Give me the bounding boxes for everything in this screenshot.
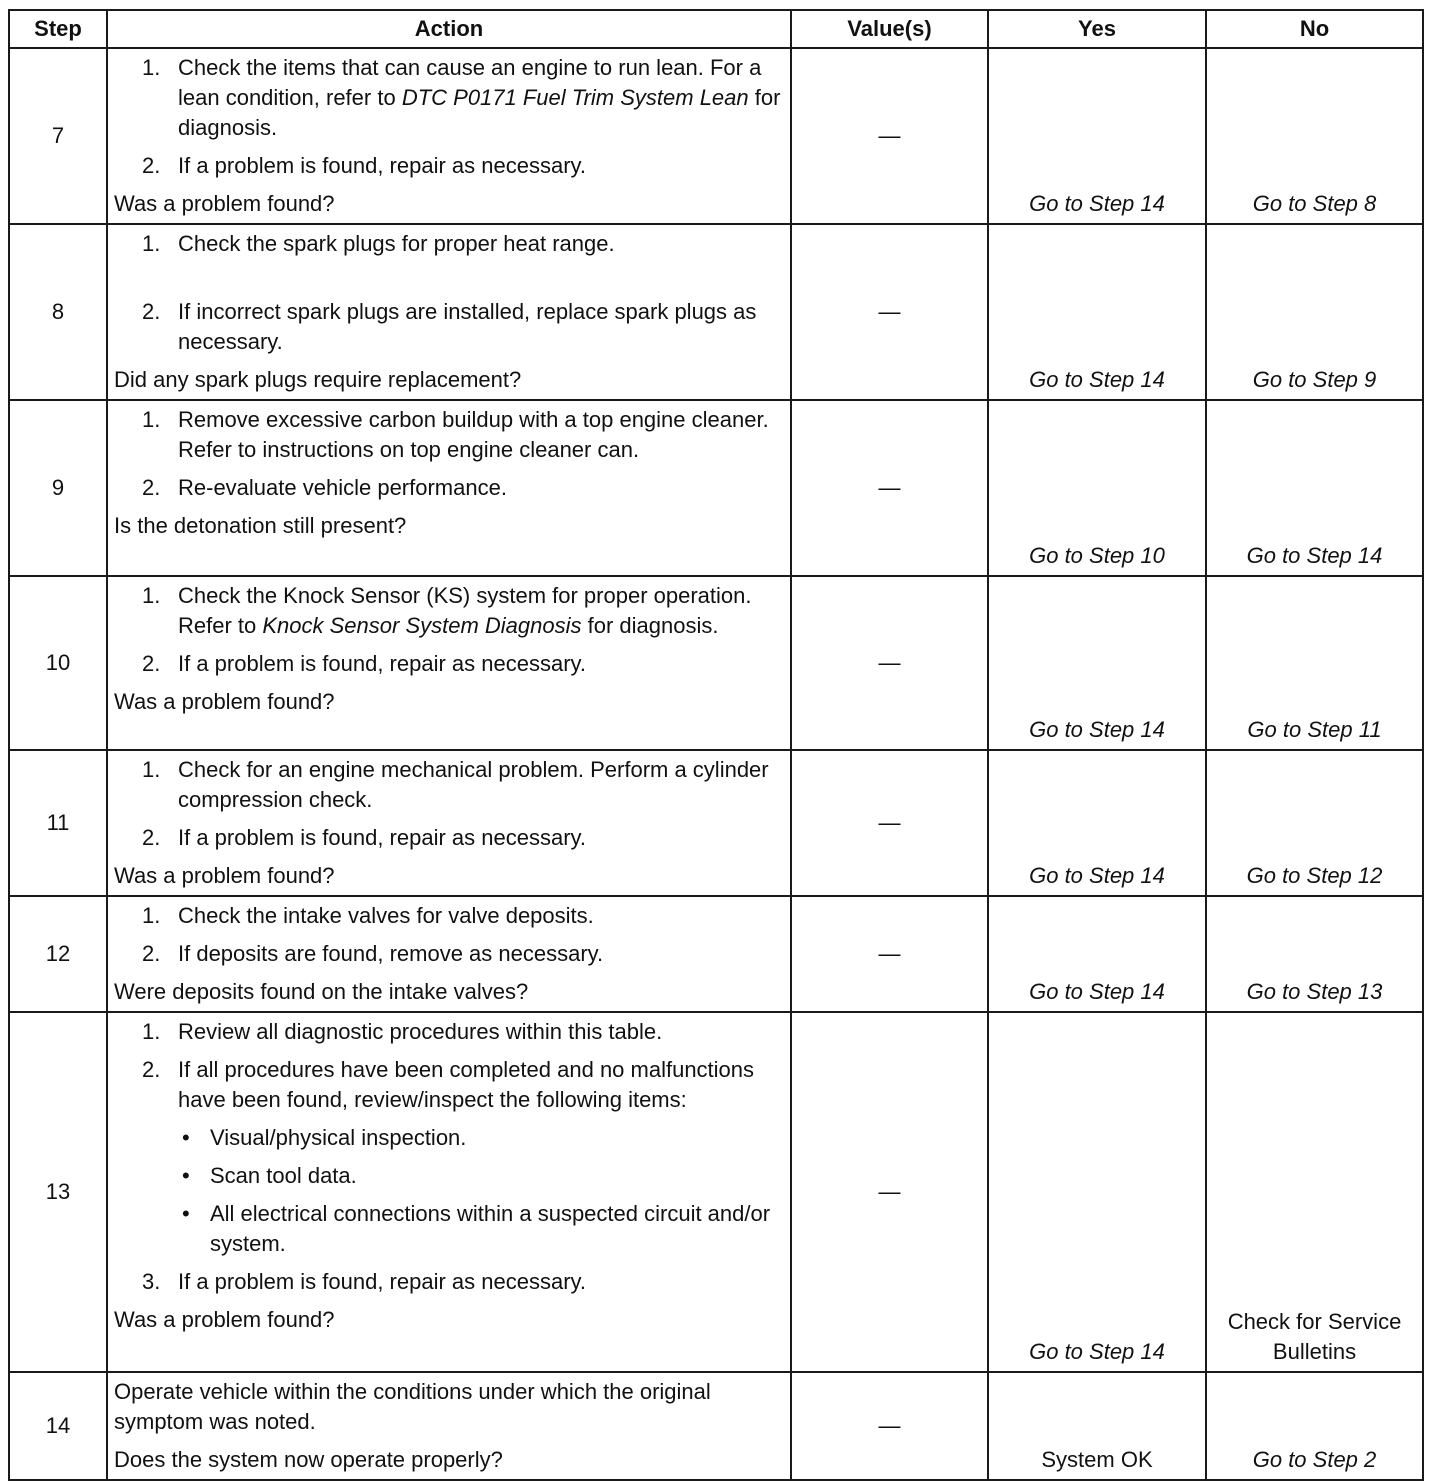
step-number: 14 <box>9 1372 107 1480</box>
list-item: 2. If a problem is found, repair as necessary. <box>142 651 587 676</box>
yes-outcome: Go to Step 14 <box>988 224 1206 400</box>
bullet-item: • All electrical connections within a suspected circuit and/or system. <box>182 1201 771 1256</box>
action-cell <box>107 48 791 224</box>
value-cell: — <box>791 224 988 400</box>
step-number: 11 <box>9 750 107 896</box>
table-row <box>9 400 1423 576</box>
question: Was a problem found? <box>114 191 335 216</box>
action-cell <box>107 400 791 576</box>
yes-outcome: Go to Step 14 <box>988 750 1206 896</box>
list-item: 2. If all procedures have been completed and no malfunctions have been found, review/inspect the following items: <box>142 1057 755 1112</box>
no-outcome: Go to Step 14 <box>1206 400 1423 576</box>
value-cell: — <box>791 576 988 750</box>
question: Was a problem found? <box>114 863 335 888</box>
no-outcome: Go to Step 13 <box>1206 896 1423 1012</box>
table-row <box>9 896 1423 1012</box>
value-cell: — <box>791 1372 988 1480</box>
action-cell <box>107 1012 791 1372</box>
table-row <box>9 1372 1423 1480</box>
step-number: 10 <box>9 576 107 750</box>
list-item: 2. Re-evaluate vehicle performance. <box>142 475 507 500</box>
list-item: 1. Review all diagnostic procedures within this table. <box>142 1019 663 1044</box>
yes-outcome: Go to Step 14 <box>988 1012 1206 1372</box>
value-cell: — <box>791 48 988 224</box>
list-item: 1. Check the items that can cause an engine to run lean. For a lean condition, refer to DTC P0171 Fuel Trim System Lean for diagnosis. <box>142 55 781 140</box>
header-row <box>9 10 1423 48</box>
header-yes: Yes <box>988 10 1206 48</box>
step-number: 7 <box>9 48 107 224</box>
header-value: Value(s) <box>791 10 988 48</box>
no-outcome: Check for Service Bulletins <box>1206 1012 1423 1372</box>
action-cell <box>107 1372 791 1480</box>
value-cell: — <box>791 750 988 896</box>
table-row <box>9 1012 1423 1372</box>
doc-reference: DTC P0171 Fuel Trim System Lean <box>401 85 749 110</box>
action-cell <box>107 224 791 400</box>
bullet-item: • Scan tool data. <box>182 1163 357 1188</box>
header-action: Action <box>107 10 791 48</box>
value-cell: — <box>791 896 988 1012</box>
yes-outcome: System OK <box>988 1372 1206 1480</box>
list-item: 1. Check the intake valves for valve deposits. <box>142 903 594 928</box>
list-item: 1. Remove excessive carbon buildup with a top engine cleaner. Refer to instructions on top engine cleaner can. <box>142 407 769 462</box>
doc-reference: Knock Sensor System Diagnosis <box>262 613 582 638</box>
table-row <box>9 48 1423 224</box>
yes-outcome: Go to Step 14 <box>988 48 1206 224</box>
question: Did any spark plugs require replacement? <box>114 367 522 392</box>
action-cell <box>107 896 791 1012</box>
no-outcome: Go to Step 9 <box>1206 224 1423 400</box>
header-no: No <box>1206 10 1423 48</box>
list-item: 2. If a problem is found, repair as necessary. <box>142 825 587 850</box>
no-outcome: Go to Step 2 <box>1206 1372 1423 1480</box>
question: Does the system now operate properly? <box>114 1447 503 1472</box>
no-outcome: Go to Step 8 <box>1206 48 1423 224</box>
action-cell <box>107 750 791 896</box>
list-item: 1. Check for an engine mechanical problem. Perform a cylinder compression check. <box>142 757 769 812</box>
instruction-text: Operate vehicle within the conditions under which the original symptom was noted. <box>114 1379 711 1434</box>
list-item: 2. If incorrect spark plugs are installed, replace spark plugs as necessary. <box>142 299 757 354</box>
action-cell <box>107 576 791 750</box>
yes-outcome: Go to Step 14 <box>988 576 1206 750</box>
table-row <box>9 576 1423 750</box>
step-number: 8 <box>9 224 107 400</box>
value-cell: — <box>791 1012 988 1372</box>
header-step: Step <box>9 10 107 48</box>
question: Is the detonation still present? <box>114 513 407 538</box>
list-item: 1. Check the spark plugs for proper heat range. <box>142 231 615 256</box>
list-item: 2. If deposits are found, remove as necessary. <box>142 941 604 966</box>
yes-outcome: Go to Step 10 <box>988 400 1206 576</box>
bullet-item: • Visual/physical inspection. <box>182 1125 467 1150</box>
table-row <box>9 224 1423 400</box>
yes-outcome: Go to Step 14 <box>988 896 1206 1012</box>
diagnostic-table <box>8 9 1424 1481</box>
list-item: 2. If a problem is found, repair as necessary. <box>142 153 587 178</box>
list-item: 1. Check the Knock Sensor (KS) system for proper operation. Refer to Knock Sensor System Diagnosis for diagnosis. <box>142 583 752 638</box>
no-outcome: Go to Step 12 <box>1206 750 1423 896</box>
no-outcome: Go to Step 11 <box>1206 576 1423 750</box>
step-number: 13 <box>9 1012 107 1372</box>
step-number: 12 <box>9 896 107 1012</box>
question: Were deposits found on the intake valves? <box>114 979 529 1004</box>
question: Was a problem found? <box>114 1307 335 1332</box>
table-row <box>9 750 1423 896</box>
question: Was a problem found? <box>114 689 335 714</box>
step-number: 9 <box>9 400 107 576</box>
value-cell: — <box>791 400 988 576</box>
list-item: 3. If a problem is found, repair as necessary. <box>142 1269 587 1294</box>
